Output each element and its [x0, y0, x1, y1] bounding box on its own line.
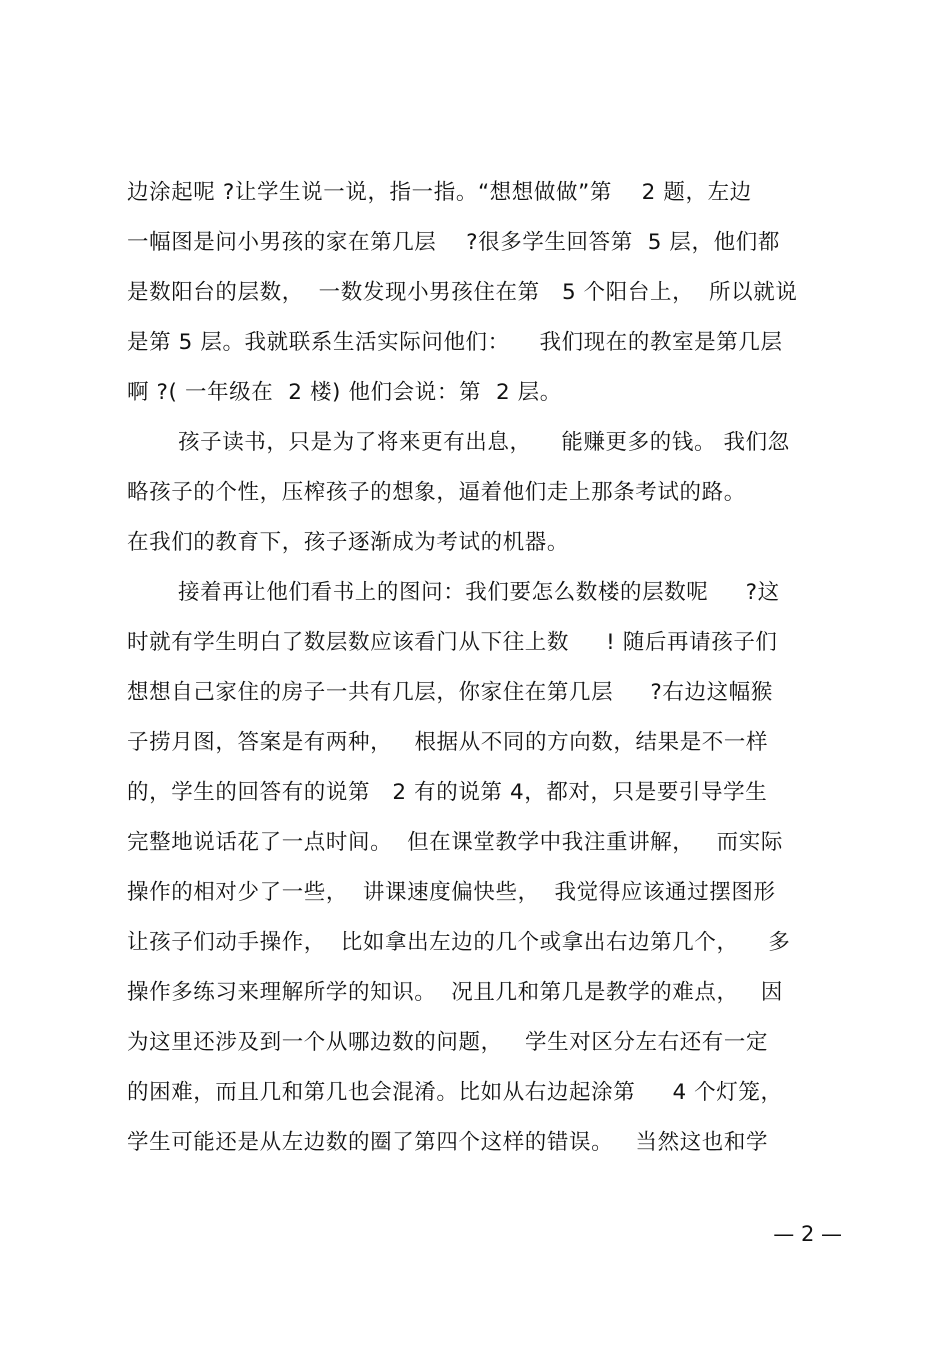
text-line-2: 一幅图是问小男孩的家在第几层 ?很多学生回答第 5 层，他们都 [127, 230, 780, 255]
text-line-8: 在我们的教育下，孩子逐渐成为考试的机器。 [127, 530, 570, 555]
text-line-11: 想想自己家住的房子一共有几层，你家住在第几层 ?右边这幅猴 [127, 680, 773, 705]
text-line-19: 的困难，而且几和第几也会混淆。比如从右边起涂第 4 个灯笼， [127, 1080, 783, 1105]
text-line-12: 子捞月图，答案是有两种， 根据从不同的方向数，结果是不一样 [127, 730, 769, 755]
page-number: — 2 — [773, 1222, 842, 1246]
text-line-3: 是数阳台的层数， 一数发现小男孩住在第 5 个阳台上， 所以就说 [127, 280, 798, 305]
text-line-1: 边涂起呢 ?让学生说一说，指一指。“想想做做”第 2 题，左边 [127, 180, 752, 205]
text-line-7: 略孩子的个性，压榨孩子的想象，逼着他们走上那条考试的路。 [127, 480, 746, 505]
text-line-18: 为这里还涉及到一个从哪边数的问题， 学生对区分左右还有一定 [127, 1030, 769, 1055]
text-line-14: 完整地说话花了一点时间。 但在课堂教学中我注重讲解， 而实际 [127, 830, 783, 855]
text-line-15: 操作的相对少了一些， 讲课速度偏快些， 我觉得应该通过摆图形 [127, 880, 776, 905]
text-line-10: 时就有学生明白了数层数应该看门从下往上数 ! 随后再请孩子们 [127, 630, 778, 655]
text-line-9: 接着再让他们看书上的图问：我们要怎么数楼的层数呢 ?这 [178, 580, 780, 605]
text-line-16: 让孩子们动手操作， 比如拿出左边的几个或拿出右边第几个， 多 [127, 930, 791, 955]
text-line-5: 啊 ?( 一年级在 2 楼) 他们会说：第 2 层。 [127, 380, 562, 405]
text-line-13: 的，学生的回答有的说第 2 有的说第 4，都对，只是要引导学生 [127, 780, 768, 805]
text-line-17: 操作多练习来理解所学的知识。 况且几和第几是教学的难点， 因 [127, 980, 783, 1005]
text-line-6: 孩子读书，只是为了将来更有出息， 能赚更多的钱。 我们忽 [178, 430, 790, 455]
text-line-20: 学生可能还是从左边数的圈了第四个这样的错误。 当然这也和学 [127, 1130, 769, 1155]
text-line-4: 是第 5 层。我就联系生活实际问他们： 我们现在的教室是第几层 [127, 330, 783, 355]
